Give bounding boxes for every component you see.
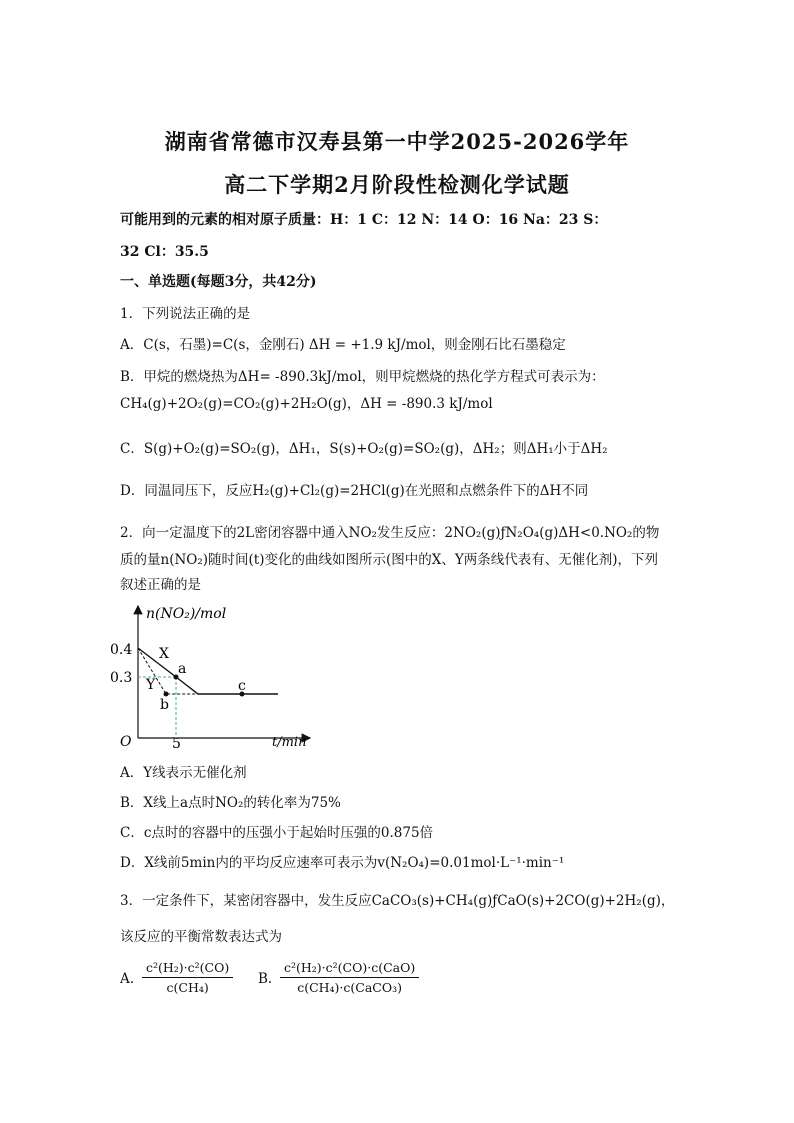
q3-option-b-fraction <box>280 960 419 995</box>
y-tick-0.3: 0.3 <box>110 670 133 686</box>
x-axis-label: t/min <box>272 735 307 750</box>
q2-option-a: A．Y线表示无催化剂 <box>120 765 247 781</box>
atomic-masses-line2: 32 Cl：35.5 <box>120 244 209 260</box>
point-label-a: a <box>178 661 187 677</box>
origin-label: O <box>120 734 132 750</box>
q3-option-b-label: B. <box>258 971 273 987</box>
y-axis-label: n(NO₂)/mol <box>146 606 227 622</box>
point-b <box>164 692 169 697</box>
q1-option-c: C．S(g)+O₂(g)=SO₂(g)，ΔH₁，S(s)+O₂(g)=SO₂(g)，ΔH₂；则ΔH₁小于ΔH₂ <box>120 441 608 457</box>
q3-option-b-denominator: c(CH₄)·c(CaCO₃) <box>297 980 403 995</box>
q2-option-d: D．X线前5min内的平均反应速率可表示为v(N₂O₄)=0.01mol·L⁻¹·min⁻¹ <box>120 855 565 871</box>
q1-option-b-line1: B．甲烷的燃烧热为ΔH= -890.3kJ/mol，则甲烷燃烧的热化学方程式可表示为： <box>120 369 605 385</box>
q3-option-a-numerator: c²(H₂)·c²(CO) <box>142 960 233 978</box>
q2-option-b: B．X线上a点时NO₂的转化率为75% <box>120 795 341 811</box>
point-label-b: b <box>160 697 169 713</box>
q3-option-b-numerator: c²(H₂)·c²(CO)·c(CaO) <box>280 960 419 978</box>
q2-stem-line2: 质的量n(NO₂)随时间(t)变化的曲线如图所示(图中的X、Y两条线代表有、无催化剂)，下列 <box>120 552 659 568</box>
q2-option-c: C．c点时的容器中的压强小于起始时压强的0.875倍 <box>120 825 434 841</box>
page-title-line2: 高二下学期2月阶段性检测化学试题 <box>224 172 570 197</box>
q1-option-d: D．同温同压下，反应H₂(g)+Cl₂(g)=2HCl(g)在光照和点燃条件下的ΔH不同 <box>120 483 589 499</box>
q1-option-a: A．C(s，石墨)=C(s，金刚石) ΔH = +1.9 kJ/mol，则金刚石比石墨稳定 <box>120 337 566 353</box>
q3-stem-line2: 该反应的平衡常数表达式为 <box>120 929 282 945</box>
q2-figure <box>110 598 320 753</box>
q2-stem-line3: 叙述正确的是 <box>120 577 201 593</box>
line-label-y: Y <box>146 677 156 693</box>
point-label-c: c <box>238 678 246 694</box>
q3-option-a-fraction <box>142 960 233 995</box>
q3-stem-line1: 3．一定条件下，某密闭容器中，发生反应CaCO₃(s)+CH₄(g)ƒCaO(s)+2CO(g)+2H₂(g)， <box>120 893 675 909</box>
q1-option-b-line2: CH₄(g)+2O₂(g)=CO₂(g)+2H₂O(g)，ΔH = -890.3 kJ/mol <box>120 396 493 412</box>
page-title-line1: 湖南省常德市汉寿县第一中学2025-2026学年 <box>164 129 630 154</box>
x-tick-5: 5 <box>172 736 181 752</box>
q3-option-a-denominator: c(CH₄) <box>166 980 209 995</box>
q1-stem: 1．下列说法正确的是 <box>120 306 251 322</box>
line-label-x: X <box>159 646 169 662</box>
section-heading: 一、单选题(每题3分，共42分) <box>120 274 317 290</box>
atomic-masses-line1: 可能用到的元素的相对原子质量：H：1 C：12 N：14 O：16 Na：23 S： <box>120 212 608 228</box>
q3-option-a-label: A. <box>120 971 135 987</box>
q2-stem-line1: 2．向一定温度下的2L密闭容器中通入NO₂发生反应：2NO₂(g)ƒN₂O₄(g)ΔH<0.NO₂的物 <box>120 525 660 541</box>
y-tick-0.4: 0.4 <box>110 642 133 658</box>
